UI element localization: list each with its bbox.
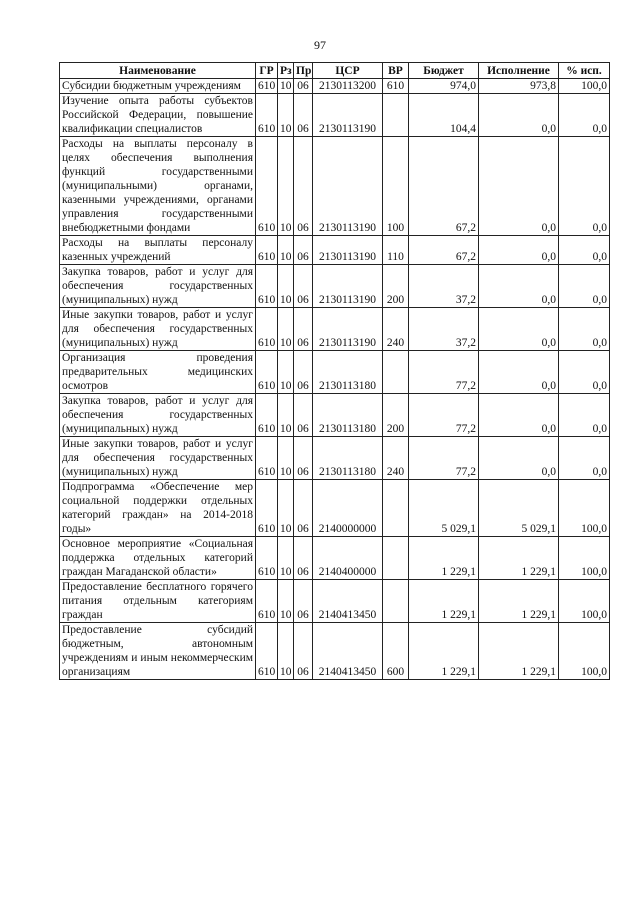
cell-execution: 5 029,1 [479,480,559,537]
cell-gr: 610 [256,351,278,394]
cell-name [60,94,256,137]
cell-vr: 600 [383,623,409,680]
cell-percent: 0,0 [559,437,610,480]
row-label: Закупка товаров, работ и услуг для обеспечения государственных (муниципальных) нужд [62,395,253,435]
cell-execution: 0,0 [479,137,559,236]
header-name: Наименование [60,63,256,79]
row-label: Организация проведения предварительных медицинских осмотров [62,352,253,392]
cell-execution: 1 229,1 [479,623,559,680]
row-label: Иные закупки товаров, работ и услуг для обеспечения государственных (муниципальных) нужд [62,438,253,478]
header-budget: Бюджет [409,63,479,79]
cell-rz: 10 [278,394,294,437]
cell-vr: 240 [383,437,409,480]
cell-vr: 200 [383,265,409,308]
cell-csr: 2130113200 [313,79,383,94]
cell-budget: 1 229,1 [409,537,479,580]
cell-csr: 2140400000 [313,537,383,580]
cell-execution: 0,0 [479,351,559,394]
row-label: Подпрограмма «Обеспечение мер социальной поддержки отдельных категорий граждан» на 2014-2018 годы» [62,481,253,535]
cell-percent: 100,0 [559,79,610,94]
header-execution: Исполнение [479,63,559,79]
table-row [60,480,610,537]
cell-pr: 06 [294,623,313,680]
cell-execution: 0,0 [479,94,559,137]
cell-csr: 2130113190 [313,94,383,137]
cell-execution: 1 229,1 [479,537,559,580]
cell-budget: 67,2 [409,236,479,265]
cell-csr: 2130113190 [313,236,383,265]
cell-csr: 2140413450 [313,623,383,680]
cell-csr: 2130113190 [313,137,383,236]
cell-gr: 610 [256,394,278,437]
table-row [60,623,610,680]
row-label: Расходы на выплаты персоналу казенных учреждений [62,237,253,263]
cell-rz: 10 [278,94,294,137]
cell-rz: 10 [278,137,294,236]
cell-gr: 610 [256,437,278,480]
table-row [60,79,610,94]
table-row [60,351,610,394]
cell-rz: 10 [278,480,294,537]
table-body [60,79,610,680]
header-gr: ГР [256,63,278,79]
cell-gr: 610 [256,623,278,680]
cell-pr: 06 [294,265,313,308]
cell-vr: 200 [383,394,409,437]
cell-execution: 0,0 [479,394,559,437]
cell-percent: 0,0 [559,137,610,236]
cell-gr: 610 [256,236,278,265]
cell-execution: 973,8 [479,79,559,94]
cell-gr: 610 [256,79,278,94]
cell-execution: 0,0 [479,265,559,308]
cell-gr: 610 [256,537,278,580]
cell-name [60,580,256,623]
cell-vr [383,480,409,537]
cell-percent: 100,0 [559,623,610,680]
cell-csr: 2130113180 [313,437,383,480]
cell-percent: 0,0 [559,351,610,394]
cell-rz: 10 [278,537,294,580]
cell-name [60,480,256,537]
cell-execution: 1 229,1 [479,580,559,623]
cell-budget: 77,2 [409,351,479,394]
cell-budget: 37,2 [409,308,479,351]
cell-gr: 610 [256,137,278,236]
cell-rz: 10 [278,236,294,265]
cell-vr: 240 [383,308,409,351]
table-header-row [60,63,610,79]
cell-csr: 2140000000 [313,480,383,537]
cell-vr [383,351,409,394]
cell-rz: 10 [278,351,294,394]
cell-rz: 10 [278,308,294,351]
table-row [60,236,610,265]
row-label: Расходы на выплаты персоналу в целях обеспечения выполнения функций государственными (муниципальными) органами, казенными учреждениями, органами управления государственными внебюджетными фондами [62,138,253,234]
cell-rz: 10 [278,437,294,480]
cell-percent: 100,0 [559,480,610,537]
cell-vr: 610 [383,79,409,94]
cell-pr: 06 [294,480,313,537]
cell-budget: 1 229,1 [409,580,479,623]
cell-name [60,537,256,580]
row-label: Предоставление бесплатного горячего питания отдельным категориям граждан [62,581,253,621]
cell-rz: 10 [278,623,294,680]
cell-gr: 610 [256,580,278,623]
table-row [60,265,610,308]
header-percent: % исп. [559,63,610,79]
cell-name [60,137,256,236]
header-pr: Пр [294,63,313,79]
row-label: Иные закупки товаров, работ и услуг для обеспечения государственных (муниципальных) нужд [62,309,253,349]
cell-name [60,236,256,265]
cell-csr: 2130113180 [313,351,383,394]
cell-pr: 06 [294,137,313,236]
cell-csr: 2130113190 [313,265,383,308]
cell-name [60,623,256,680]
cell-gr: 610 [256,308,278,351]
cell-vr [383,537,409,580]
table-row [60,394,610,437]
cell-budget: 77,2 [409,437,479,480]
row-label: Субсидии бюджетным учреждениям [62,80,241,92]
table-row [60,308,610,351]
cell-percent: 100,0 [559,537,610,580]
row-label: Основное мероприятие «Социальная поддержка отдельных категорий граждан Магаданской области» [62,538,253,578]
row-label: Предоставление субсидий бюджетным, автономным учреждениям и иным некоммерческим организациям [62,624,253,678]
cell-percent: 0,0 [559,94,610,137]
cell-percent: 0,0 [559,308,610,351]
cell-name [60,265,256,308]
cell-pr: 06 [294,437,313,480]
cell-percent: 100,0 [559,580,610,623]
cell-budget: 1 229,1 [409,623,479,680]
cell-budget: 974,0 [409,79,479,94]
cell-csr: 2140413450 [313,580,383,623]
cell-csr: 2130113190 [313,308,383,351]
cell-pr: 06 [294,236,313,265]
cell-percent: 0,0 [559,236,610,265]
header-vr: ВР [383,63,409,79]
cell-vr [383,94,409,137]
cell-name [60,308,256,351]
cell-pr: 06 [294,308,313,351]
cell-pr: 06 [294,79,313,94]
cell-execution: 0,0 [479,308,559,351]
cell-execution: 0,0 [479,437,559,480]
cell-rz: 10 [278,580,294,623]
cell-budget: 67,2 [409,137,479,236]
table-row [60,580,610,623]
cell-pr: 06 [294,580,313,623]
cell-name [60,437,256,480]
cell-gr: 610 [256,94,278,137]
cell-budget: 37,2 [409,265,479,308]
cell-vr [383,580,409,623]
table-row [60,537,610,580]
cell-budget: 5 029,1 [409,480,479,537]
header-csr: ЦСР [313,63,383,79]
budget-table [59,62,610,680]
row-label: Изучение опыта работы субъектов Российской Федерации, повышение квалификации специалистов [62,95,253,135]
cell-rz: 10 [278,79,294,94]
cell-percent: 0,0 [559,265,610,308]
cell-gr: 610 [256,480,278,537]
cell-csr: 2130113180 [313,394,383,437]
cell-gr: 610 [256,265,278,308]
cell-vr: 110 [383,236,409,265]
cell-execution: 0,0 [479,236,559,265]
cell-name [60,79,256,94]
table-row [60,437,610,480]
cell-percent: 0,0 [559,394,610,437]
cell-budget: 77,2 [409,394,479,437]
cell-pr: 06 [294,94,313,137]
cell-budget: 104,4 [409,94,479,137]
row-label: Закупка товаров, работ и услуг для обеспечения государственных (муниципальных) нужд [62,266,253,306]
table-row [60,137,610,236]
cell-vr: 100 [383,137,409,236]
table-row [60,94,610,137]
cell-pr: 06 [294,351,313,394]
cell-pr: 06 [294,537,313,580]
page-number: 97 [314,38,326,52]
cell-rz: 10 [278,265,294,308]
header-rz: Рз [278,63,294,79]
cell-name [60,394,256,437]
cell-pr: 06 [294,394,313,437]
cell-name [60,351,256,394]
